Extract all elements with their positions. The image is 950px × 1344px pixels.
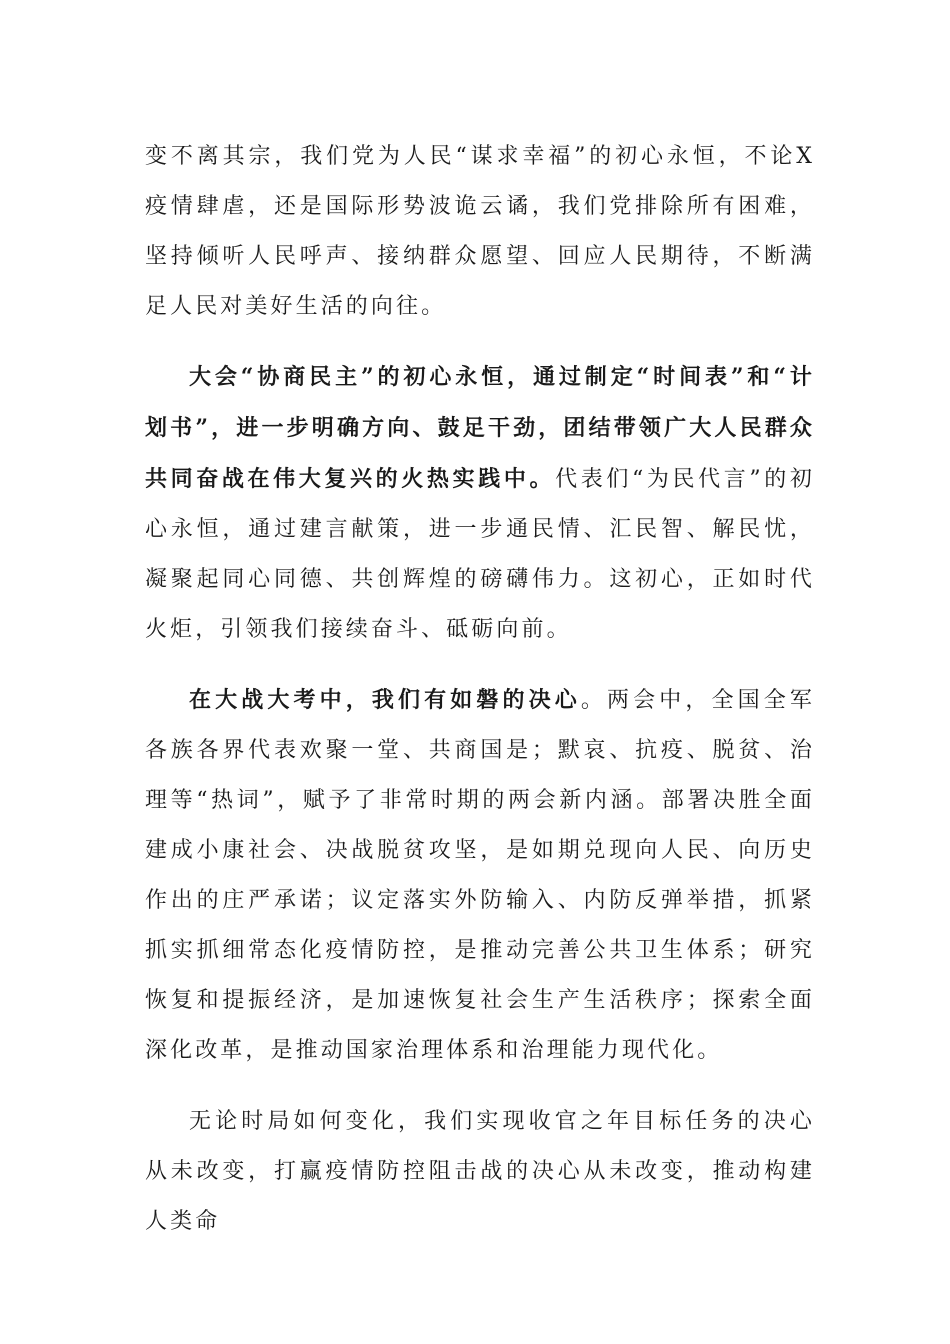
paragraph-1 <box>145 131 815 332</box>
paragraph-3 <box>145 675 815 1076</box>
paragraph-2-text: 代表们“为民代言”的初心永恒，通过建言献策，进一步通民情、汇民智、解民忧，凝聚起同心同德、共创辉煌的磅礴伟力。这初心，正如时代火炬，引领我们接续奋斗、砥砺向前。 <box>145 467 815 642</box>
paragraph-3-text: 。两会中，全国全军各族各界代表欢聚一堂、共商国是；默哀、抗疫、脱贫、治理等“热词”，赋予了非常时期的两会新内涵。部署决胜全面建成小康社会、决战脱贫攻坚，是如期兑现向人民、向历史作出的庄严承诺；议定落实外防输入、内防反弹举措，抓紧抓实抓细常态化疫情防控，是推动完善公共卫生体系；研究恢复和提振经济，是加速恢复社会生产生活秩序；探索全面深化改革，是推动国家治理体系和治理能力现代化。 <box>145 688 815 1063</box>
paragraph-1-text: 变不离其宗，我们党为人民“谋求幸福”的初心永恒，不论X疫情肆虐，还是国际形势波诡云谲，我们党排除所有困难，坚持倾听人民呼声、接纳群众愿望、回应人民期待，不断满足人民对美好生活的向往。 <box>145 144 815 319</box>
paragraph-2-bold-text: 大会“协商民主”的初心永恒，通过制定“时间表”和“计划书”，进一步明确方向、鼓足干劲，团结带领广大人民群众共同奋战在伟大复兴的火热实践中。 <box>145 364 815 492</box>
paragraph-2 <box>145 352 815 655</box>
paragraph-4 <box>145 1096 815 1247</box>
document-page <box>145 131 815 1267</box>
paragraph-4-text: 无论时局如何变化，我们实现收官之年目标任务的决心从未改变，打赢疫情防控阻击战的决心从未改变，推动构建人类命 <box>145 1109 815 1234</box>
paragraph-3-bold-text: 在大战大考中，我们有如磐的决心 <box>189 687 581 713</box>
